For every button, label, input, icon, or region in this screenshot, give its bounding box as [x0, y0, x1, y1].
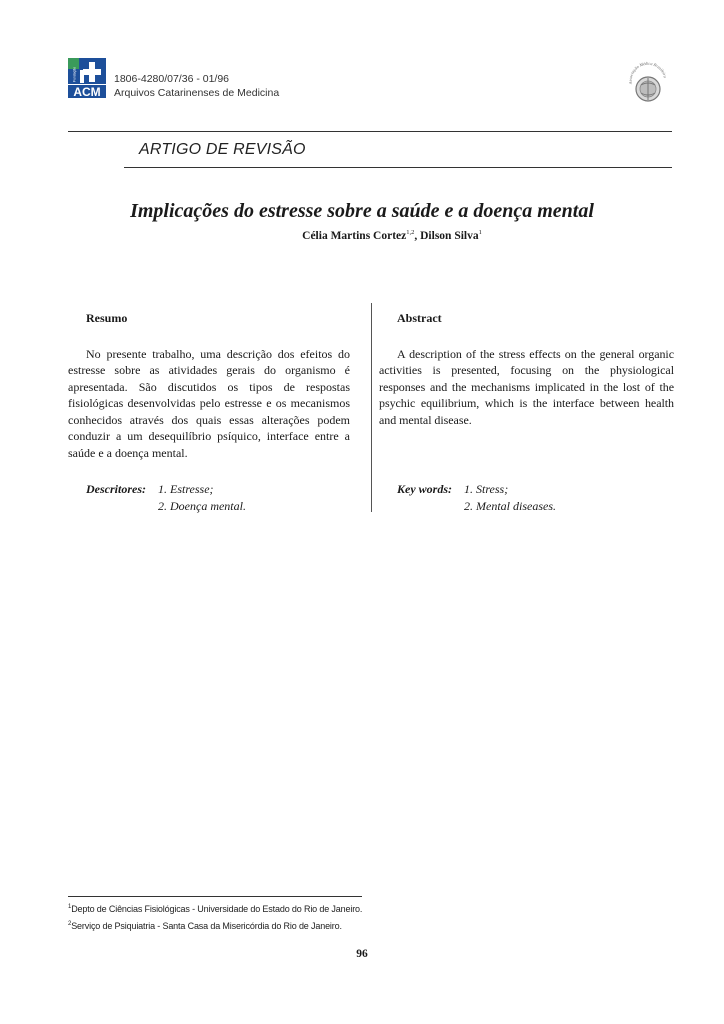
svg-text:Associação Médica Brasileira: Associação Médica Brasileira — [627, 60, 668, 85]
key-word-item: 2. Mental diseases. — [464, 498, 556, 513]
footnote-rule — [68, 896, 362, 897]
footnote — [68, 900, 362, 917]
authors — [0, 229, 724, 242]
descritores — [68, 481, 350, 514]
key-word-item: 1. Stress; — [464, 482, 509, 496]
descritor-item: 2. Doença mental. — [158, 498, 246, 513]
author-1-affiliation: 1,2 — [406, 229, 415, 236]
descritores-label: Descritores: — [86, 482, 146, 496]
journal-name: Arquivos Catarinenses de Medicina — [114, 87, 280, 99]
issn: 1806-4280/07/36 - 01/96 — [114, 73, 230, 85]
footnote — [68, 917, 362, 934]
footnote-marker: 2 — [68, 921, 72, 927]
author-1: Célia Martins Cortez — [302, 230, 407, 242]
section-rule-bottom — [124, 167, 672, 168]
footnote-text: Serviço de Psiquiatria - Santa Casa da Misericórdia do Rio de Janeiro. — [71, 921, 342, 931]
footnote-text: Depto de Ciências Fisiológicas - Universidade do Estado do Rio de Janeiro. — [71, 904, 363, 914]
key-words — [379, 481, 674, 514]
author-2-affiliation: 1 — [478, 229, 482, 236]
page-number: 96 — [356, 948, 368, 960]
section-rule-top — [68, 131, 672, 132]
key-words-label: Key words: — [397, 482, 452, 496]
logo-side-text: Fundação — [72, 66, 77, 82]
amb-seal-logo — [624, 58, 672, 106]
section-title: ARTIGO DE REVISÃO — [139, 141, 306, 158]
resumo-column — [68, 310, 350, 514]
author-2: Dilson Silva — [420, 230, 479, 242]
abstract-column — [379, 310, 674, 514]
descritor-item: 1. Estresse; — [158, 482, 214, 496]
logo-text: ACM — [73, 85, 101, 98]
author-separator: , — [414, 230, 421, 242]
column-divider — [371, 303, 372, 512]
abstract-heading: Abstract — [397, 311, 442, 325]
key-words-list — [464, 481, 556, 514]
resumo-text: No presente trabalho, uma descrição dos efeitos do estresse sobre as atividades gerais do organismo é apresentada. São discutidos os tipos de respostas fisiológicas desenvolvidas pelo estresse e os mecanismos conhecidos através dos quais essas alterações podem conduzir a um desequilíbrio psíquico, interface entre a saúde e a doença mental. — [68, 346, 350, 460]
journal-header — [114, 72, 279, 100]
footnotes — [68, 900, 362, 934]
abstract-text: A description of the stress effects on the general organic activities is presented, focusing on the physiological responses and the mechanisms implicated in the lost of the psychic equilibrium, which is the interface between health and mental disease. — [379, 346, 674, 427]
acm-logo — [68, 58, 106, 98]
article-title: Implicações do estresse sobre a saúde e a doença mental — [130, 200, 594, 222]
descritores-list — [158, 481, 246, 514]
resumo-heading: Resumo — [86, 311, 128, 325]
footnote-marker: 1 — [68, 904, 72, 910]
